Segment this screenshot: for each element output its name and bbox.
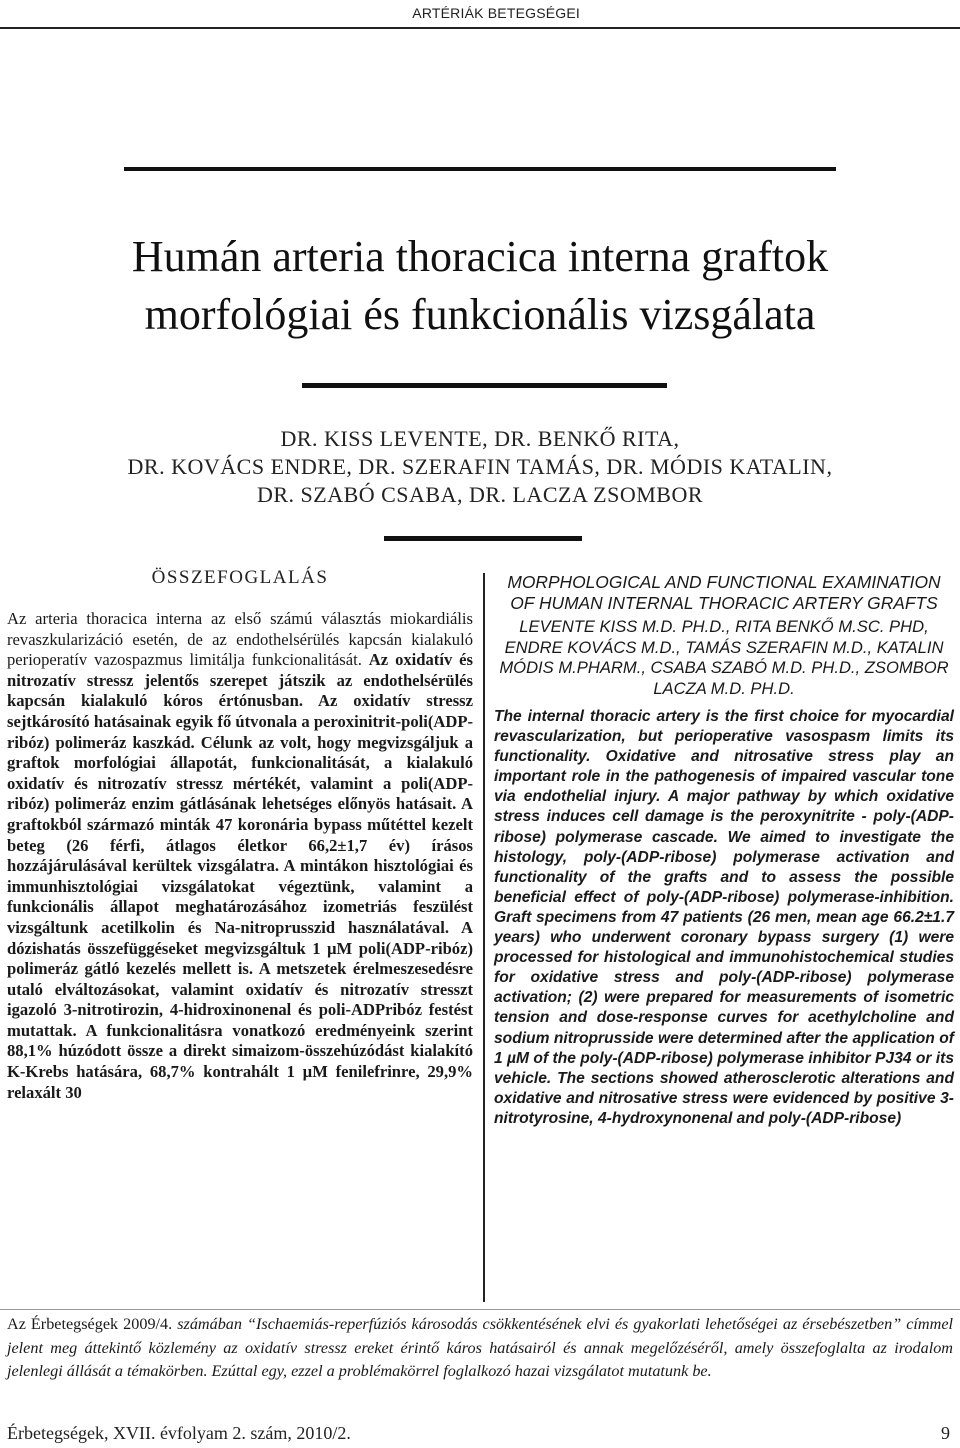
title-line-1: Humán arteria thoracica interna graftok xyxy=(131,232,829,281)
author-line-3: DR. SZABÓ CSABA, DR. LACZA ZSOMBOR xyxy=(256,482,704,507)
english-abstract-text: The internal thoracic artery is the first choice for myocardial revascularization, but perioperative vasospasm limits its functionality. Oxidative and nitrosative stress play an important role in the pathogenesis of impaired vascular tone via endothelial injury. A major pathway by which oxidative stress induces cell damage is the peroxynitrite - poly-(ADP-ribose) polymerase cascade. We aimed to investigate the histology, poly-(ADP-ribose) polymerase activation and functionality of the grafts and to assess the possible beneficial effect of poly-(ADP-ribose) polymerase-inhibition. Graft specimens from 47 patients (26 men, mean age 66.2±1.7 years) who underwent coronary bypass surgery (1) were processed for histological and immunohistochemical studies for oxidative stress and poly-(ADP-ribose) polymerase activation; (2) were prepared for measurements of isometric tension and dose-response curves for acethylcholine and sodium nitroprusside were determined after the application of 1 µM of the poly-(ADP-ribose) polymerase inhibitor PJ34 or its vehicle. The sections showed atherosclerotic alterations and oxidative and nitrosative stress were evidenced by positive 3-nitrotyrosine, 4-hydroxynonenal and poly-(ADP-ribose) xyxy=(494,708,954,1127)
page-number: 9 xyxy=(941,1423,950,1443)
english-title: MORPHOLOGICAL AND FUNCTIONAL EXAMINATION OF HUMAN INTERNAL THORACIC ARTERY GRAFTS xyxy=(507,572,941,613)
authors-rule xyxy=(384,536,582,541)
author-line-2: DR. KOVÁCS ENDRE, DR. SZERAFIN TAMÁS, DR. MÓDIS KATALIN, xyxy=(127,454,833,479)
author-list xyxy=(0,425,960,509)
editorial-footnote xyxy=(7,1313,953,1384)
footnote-text: számában “Ischaemiás-reperfúziós károsodás csökkentésének elvi és gyakorlati lehetőségei az érsebészetben” címmel jelent meg áttekintő közlemény az oxidatív stressz ereket érintő káros hatásairól és annak megelőzéséről, amely összefoglalta az irodalom jelenlegi állását a témakörben. Ezúttal egy, ezzel a problémakörrel foglalkozó hazai vizsgálatot mutatunk be. xyxy=(7,1315,953,1380)
article-title xyxy=(0,228,960,344)
english-abstract xyxy=(494,572,954,1129)
footnote-rule xyxy=(0,1309,960,1310)
title-bottom-rule xyxy=(302,383,667,388)
header-rule xyxy=(0,27,960,29)
hungarian-abstract-text xyxy=(7,609,473,1103)
abstract-intro: Az arteria thoracica interna az első számú választás miokardiális revaszkularizáció esetén, de az endothelsérülés kapcsán kialakuló perioperatív vazospazmus limitálja funkcionalitását. xyxy=(7,609,473,670)
author-line-1: DR. KISS LEVENTE, DR. BENKŐ RITA, xyxy=(280,426,680,451)
abstract-heading: ÖSSZEFOGLALÁS xyxy=(151,567,329,588)
hungarian-abstract xyxy=(7,567,473,1103)
title-top-rule xyxy=(124,167,836,171)
title-line-2: morfológiai és funkcionális vizsgálata xyxy=(144,290,816,339)
english-authors: LEVENTE KISS M.D. PH.D., RITA BENKŐ M.SC. PHD, ENDRE KOVÁCS M.D., TAMÁS SZERAFIN M.D., KATALIN MÓDIS M.PHARM., CSABA SZABÓ M.D. PH.D., ZSOMBOR LACZA M.D. PH.D. xyxy=(499,617,949,698)
running-head: ARTÉRIÁK BETEGSÉGEI xyxy=(412,5,580,21)
journal-footer: Érbetegségek, XVII. évfolyam 2. szám, 2010/2. xyxy=(7,1423,351,1443)
column-divider xyxy=(483,573,485,1302)
footnote-lead: Az Érbetegségek 2009/4. xyxy=(7,1315,173,1333)
abstract-body: Az oxidatív és nitrozatív stressz jelentős szerepet játszik az endothelsérülés kapcsán kialakuló kóros értónusban. Az oxidatív stressz sejtkárosító hatásainak egyik fő útvonala a peroxinitrit-poli(ADP-ribóz) polimeráz kaszkád. Célunk az volt, hogy megvizsgáljuk a graftok morfológiai állapotát, funkcionalitását, a kialakuló oxidatív és nitrozatív stressz mértékét, valamint a poli(ADP-ribóz) polimeráz enzim gátlásának lehetséges előnyös hatásait. A graftokból származó minták 47 koronária bypass műtéttel kezelt beteg (26 férfi, átlagos életkor 66,2±1,7 év) írásos hozzájárulásával kerültek vizsgálatra. A mintákon hisztológiai és immunhisztológiai vizsgálatokat végeztünk, valamint a funkcionális állapot meghatározásához izometriás feszülést vizsgáltunk acetilkolin és Na-nitroprusszid használatával. A dózishatás összefüggéseket megvizsgáltuk 1 µM poli(ADP-ribóz) polimeráz gátló kezelés mellett is. A metszetek érelmeszesedésre utaló elváltozásokat, valamint oxidatív és nitrozatív stresszt igazoló 3-nitrotirozin, 4-hidroxinonenal és poli-ADPribóz festést mutattak. A funkcionalitásra vonatkozó eredményeink szerint 88,1% húzódott össze a direkt simaizom-összehúzódást kialakító K-Krebs hatására, 68,7% kontrahált 1 µM fenilefrinre, 29,9% relaxált 30 xyxy=(7,650,473,1102)
